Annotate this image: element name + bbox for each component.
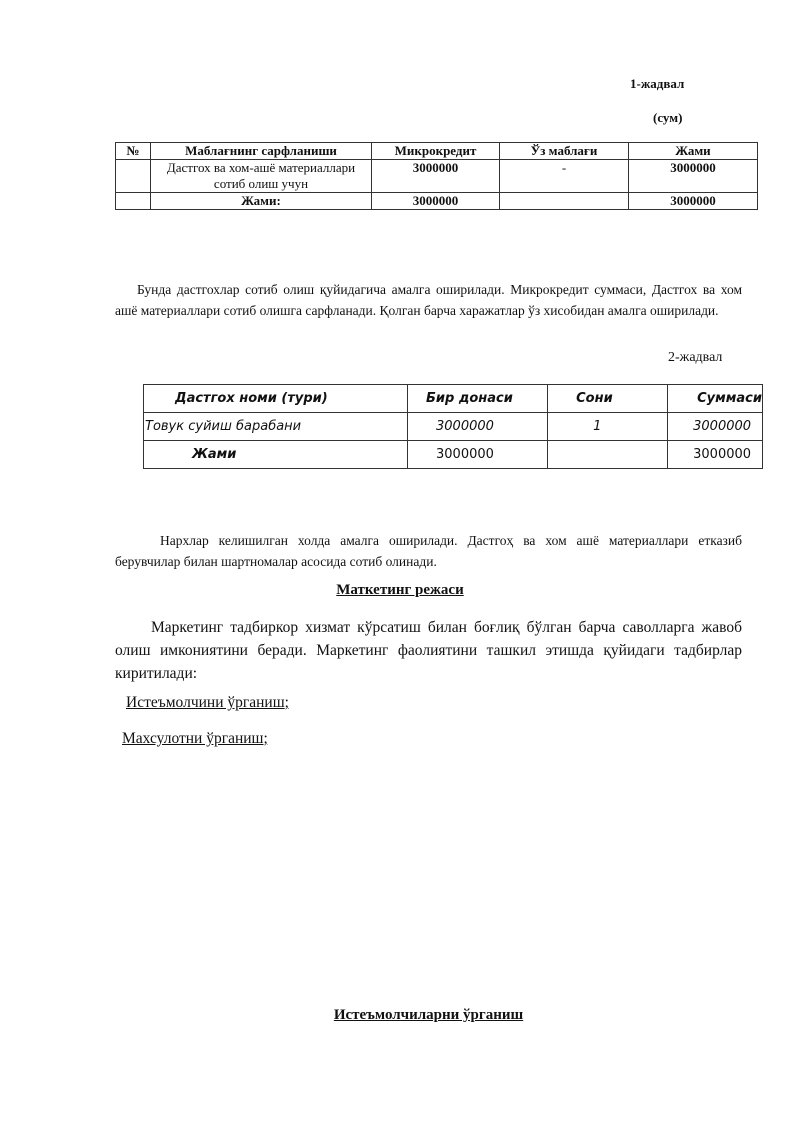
cell-total-own-funds: [500, 193, 629, 210]
table-total-row: [116, 193, 758, 210]
col-header-sum: Суммаси: [668, 385, 763, 413]
cell-usage: Дастгох ва хом-ашё материаллари сотиб олиш учун: [151, 160, 372, 193]
paragraph-prices: Нархлар келишилган холда амалга оширилади. Дастгоҳ ва хом ашё материаллари етказиб берувчилар билан шартномалар асосида сотиб олинади.: [115, 533, 742, 569]
table1-unit: (сум): [653, 110, 683, 125]
table-header-row: [144, 385, 763, 413]
list-item: [122, 730, 268, 748]
cell-microcredit: 3000000: [372, 160, 500, 193]
cell-equipment-name: Товук суйиш барабани: [144, 413, 408, 441]
cell-number: [116, 160, 151, 193]
paragraph-purchase: Бунда дастгохлар сотиб олиш қуйидагича амалга оширилади. Микрокредит суммаси, Дастгох ва хом ашё материаллари сотиб олишга сарфланади. Қолган барча харажатлар ўз хисобидан амалга оширилади.: [115, 282, 742, 318]
paragraph-marketing: Маркетинг тадбиркор хизмат кўрсатиш билан боғлиқ бўлган барча саволларга жавоб олиш имкониятини беради. Маркетинг фаолиятини ташкил этишда қуйидаги тадбирлар киритилади:: [115, 619, 742, 682]
cell-empty: [116, 193, 151, 210]
list-item: [126, 694, 289, 712]
table-row: [116, 160, 758, 193]
cell-total: 3000000: [629, 160, 758, 193]
col-header-own-funds: Ўз маблағи: [500, 143, 629, 160]
list-item-product-study: Махсулотни ўрганиш: [122, 730, 264, 747]
cell-total-unit-price: 3000000: [408, 441, 548, 469]
col-header-unit-price: Бир донаси: [408, 385, 548, 413]
cell-total-total: 3000000: [629, 193, 758, 210]
col-header-equipment-name: Дастгох номи (тури): [144, 385, 408, 413]
list-item-suffix: ;: [263, 730, 268, 747]
section-title-marketing: Маткетинг режаси: [336, 582, 464, 598]
list-item-consumer-study: Истеъмолчини ўрганиш: [126, 694, 285, 711]
table-total-row: [144, 441, 763, 469]
cell-total-sum: 3000000: [668, 441, 763, 469]
col-header-total: Жами: [629, 143, 758, 160]
table-row: [144, 413, 763, 441]
table-funds-usage: [115, 142, 758, 210]
cell-unit-price: 3000000: [408, 413, 548, 441]
table1-caption: 1-жадвал: [630, 76, 685, 91]
list-item-suffix: ;: [284, 694, 289, 711]
col-header-count: Сони: [548, 385, 668, 413]
section-title-consumer-study: Истеъмолчиларни ўрганиш: [333, 1007, 524, 1023]
cell-total-label: Жами: [144, 441, 408, 469]
cell-total-label: Жами:: [151, 193, 372, 210]
table2-caption: 2-жадвал: [668, 350, 723, 365]
cell-count: 1: [548, 413, 668, 441]
col-header-microcredit: Микрокредит: [372, 143, 500, 160]
col-header-usage: Маблағнинг сарфланиши: [151, 143, 372, 160]
col-header-number: №: [116, 143, 151, 160]
table-header-row: [116, 143, 758, 160]
cell-total-microcredit: 3000000: [372, 193, 500, 210]
cell-total-count: [548, 441, 668, 469]
table-equipment: [143, 384, 763, 469]
cell-own-funds: -: [500, 160, 629, 193]
cell-sum: 3000000: [668, 413, 763, 441]
